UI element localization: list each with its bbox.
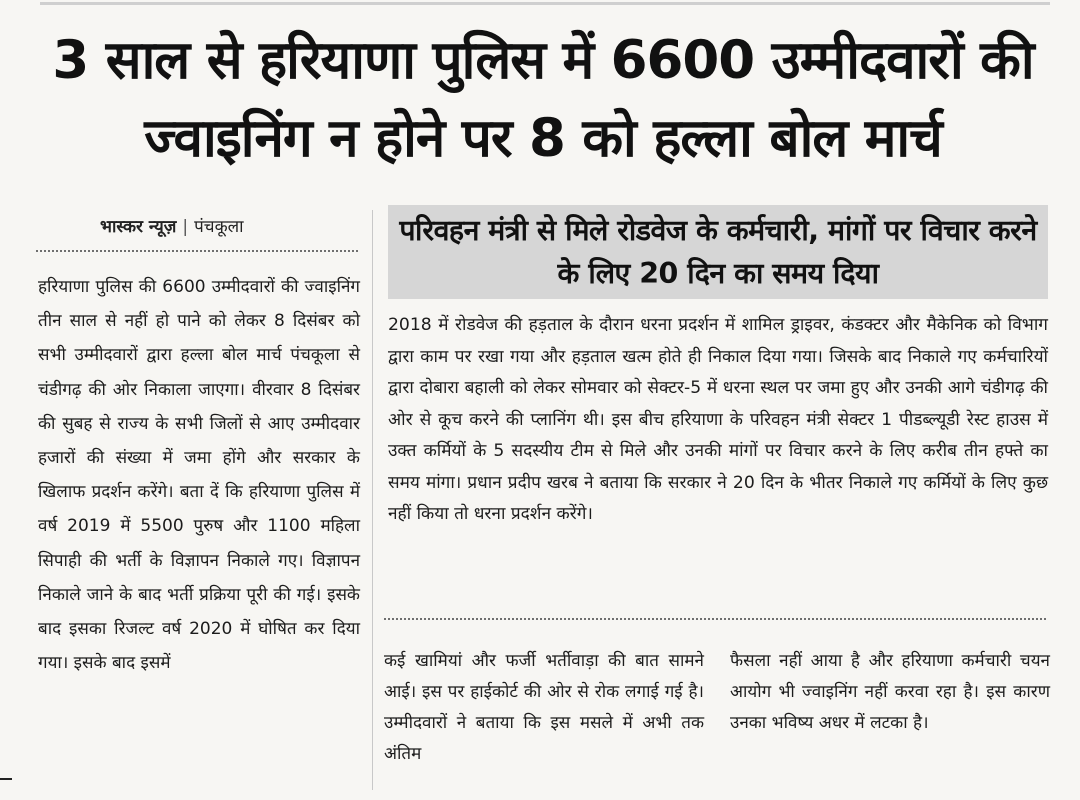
byline <box>100 214 360 237</box>
byline-agency: भास्कर न्यूज़ <box>100 217 177 237</box>
byline-location: पंचकूला <box>194 217 244 237</box>
column-divider <box>372 210 373 790</box>
top-rule <box>40 2 1050 5</box>
continuation-column-2: कई खामियां और फर्जी भर्तीवाड़ा की बात सामने आई। इस पर हाईकोर्ट की ओर से रोक लगाई गई है। उम्मीदवारों ने बताया कि इस मसले में अभी तक अंतिम <box>384 651 704 764</box>
main-story-body: हरियाणा पुलिस की 6600 उम्मीदवारों की ज्वाइनिंग तीन साल से नहीं हो पाने को लेकर 8 दिसंबर को सभी उम्मीदवारों द्वारा हल्ला बोल मार्च पंचकूला से चंडीगढ़ की ओर निकाला जाएगा। वीरवार 8 दिसंबर की सुबह से राज्य के सभी जिलों से आए उम्मीदवार हजारों की संख्या में जमा होंगे और सरकार के खिलाफ प्रदर्शन करेंगे। बता दें कि हरियाणा पुलिस में वर्ष 2019 में 5500 पुरुष और 1100 महिला सिपाही की भर्ती के विज्ञापन निकाले गए। विज्ञापन निकाले जाने के बाद भर्ती प्रक्रिया पूरी की गई। इसके बाद इसका रिजल्ट वर्ष 2020 में घोषित कर दिया गया। इसके बाद इसमें <box>38 277 360 674</box>
continuation-column-3: फैसला नहीं आया है और हरियाणा कर्मचारी चयन आयोग भी ज्वाइनिंग नहीं करवा रहा है। इस कारण उनका भविष्य अधर में लटका है। <box>730 651 1050 733</box>
story-divider <box>384 618 1046 620</box>
byline-separator: | <box>182 217 189 237</box>
byline-divider <box>36 250 358 252</box>
second-story-headline: परिवहन मंत्री से मिले रोडवेज के कर्मचारी, मांगों पर विचार करने के लिए 20 दिन का समय दिया <box>388 205 1048 299</box>
main-headline: 3 साल से हरियाणा पुलिस में 6600 उम्मीदवारों की ज्वाइनिंग न होने पर 8 को हल्ला बोल मार्च <box>52 30 1034 169</box>
corner-mark <box>0 778 12 780</box>
second-story-body: 2018 में रोडवेज की हड़ताल के दौरान धरना प्रदर्शन में शामिल ड्राइवर, कंडक्टर और मैकेनिक को विभाग द्वारा काम पर रखा गया और हड़ताल खत्म होते ही निकाल दिया गया। जिसके बाद निकाले गए कर्मचारियों द्वारा दोबारा बहाली को लेकर सोमवार को सेक्टर-5 में धरना स्थल पर जमा हुए और उनकी आगे चंडीगढ़ की ओर से कूच करने की प्लानिंग थी। इस बीच हरियाणा के परिवहन मंत्री सेक्टर 1 पीडब्ल्यूडी रेस्ट हाउस में उक्त कर्मियों के 5 सदस्यीय टीम से मिले और उनकी मांगों पर विचार करने के लिए करीब तीन हफ्ते का समय मांगा। प्रधान प्रदीप खरब ने बताया कि सरकार ने 20 दिन के भीतर निकाले गए कर्मियों के लिए कुछ नहीं किया तो धरना प्रदर्शन करेंगे। <box>388 315 1048 524</box>
